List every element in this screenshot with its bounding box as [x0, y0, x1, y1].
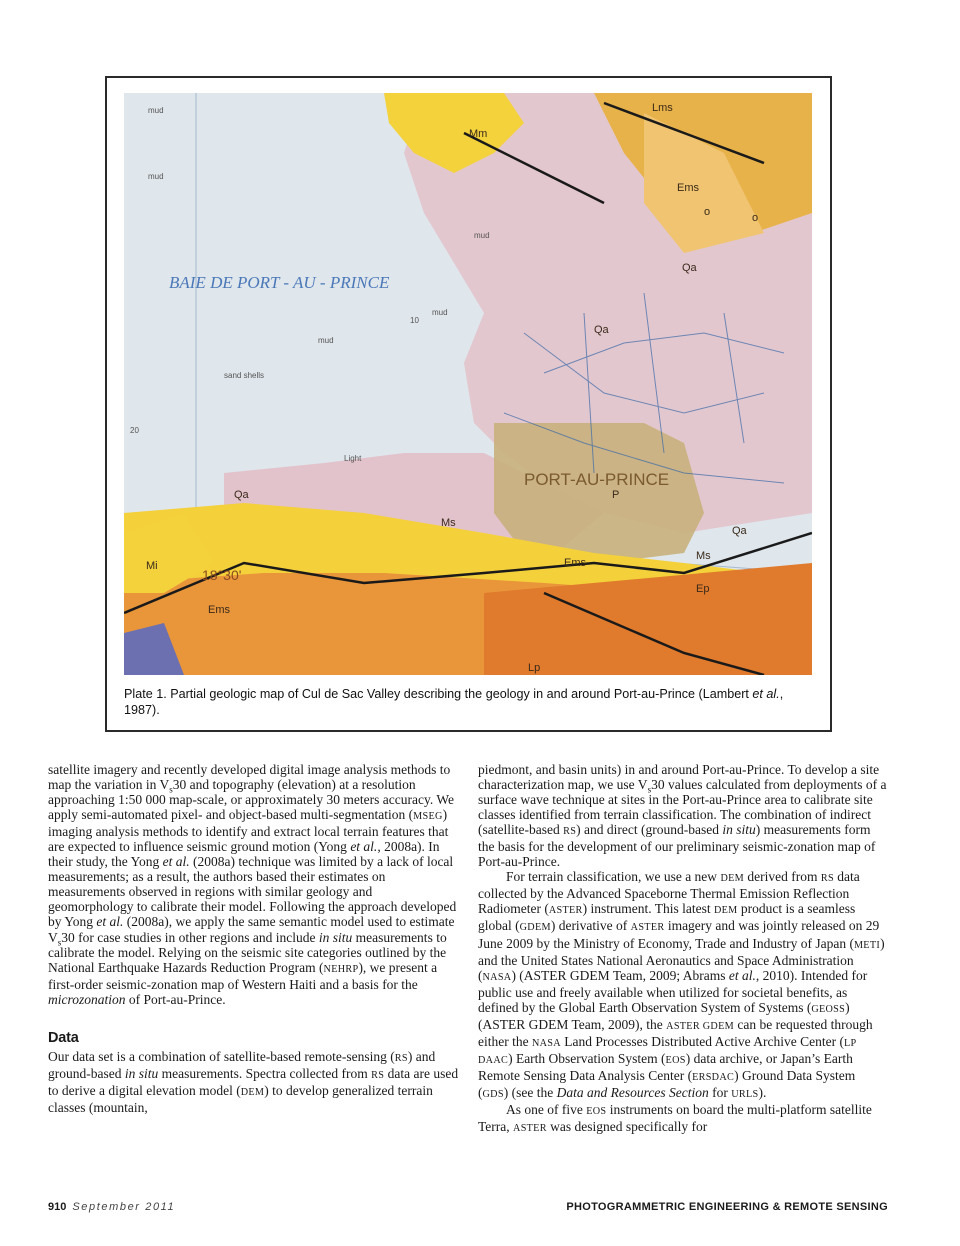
map-unit-label: Qa [682, 262, 697, 274]
map-unit-label: Ems [208, 604, 230, 616]
caption-text: , 1987). [124, 687, 784, 717]
left-column [48, 762, 461, 1115]
map-unit-label: Ems [677, 182, 699, 194]
map-misc-label: 20 [130, 426, 139, 435]
map-unit-label: o [704, 206, 711, 218]
map-label-bay: BAIE DE PORT - AU - PRINCE [169, 273, 390, 292]
right-column [478, 762, 888, 1136]
map-misc-label: mud [148, 172, 164, 181]
map-unit-label: Ms [441, 517, 456, 529]
caption-italic: et al. [752, 687, 780, 701]
map-misc-label: mud [432, 308, 448, 317]
map-unit-label: Ms [696, 550, 711, 562]
map-unit-label: Lms [652, 102, 673, 114]
map-misc-label: Light [344, 454, 362, 463]
map-unit-label: Mi [146, 560, 158, 572]
map-unit-label: Ems [564, 557, 586, 569]
journal-name: PHOTOGRAMMETRIC ENGINEERING & REMOTE SENSING [566, 1201, 888, 1213]
paragraph: piedmont, and basin units) in and around Port-au-Prince. To develop a site characterization map, we use $V_s30$ values calculated from deployments of a surface wave technique at sites in the Port-au-Prince area to calibrate site classes identified from terrain classification. The combination of indirect (satellite-based RS) and direct (ground-based in situ) measurements form the basis for the development of our preliminary seismic-zonation map of Port-au-Prince. [478, 762, 887, 870]
map-misc-label: mud [474, 231, 490, 240]
page-number: 910 [48, 1201, 67, 1213]
map-unit-label: Qa [594, 324, 609, 336]
caption-text: Plate 1. Partial geologic map of Cul de Sac Valley describing the geology in and around Port-au-Prince (Lambert [124, 687, 753, 701]
paragraph: satellite imagery and recently developed digital image analysis methods to map the variation in $V_s30$ and topography (elevation) at a resolution approaching 1:50 000 map-scale, or approximately 30 meters accuracy. We apply semi-automated pixel- and object-based multi-segmentation (MSEG) imaging analysis methods to identify and extract local terrain features that are expected to influence seismic ground motion (Yong et al., 2008a). In their study, the Yong et al. (2008a) technique was limited by a lack of local measurements; as a result, the authors based their estimates on measurements observed in regions with similar geology and geomorphology to calibrate their model. Following the approach developed by Yong et al. (2008a), we apply the same semantic model used to estimate $V_s30$ for case studies in other regions and include in situ measurements to calibrate the model. Relying on the seismic site categories outlined by the National Earthquake Hazards Reduction Program (NEHRP), we present a first-order seismic-zonation map of Western Haiti and a basis for the microzonation of Port-au-Prince. [48, 762, 457, 1007]
map-unit-label: Mm [469, 128, 488, 140]
paragraph: Our data set is a combination of satellite-based remote-sensing (RS) and ground-based in situ measurements. Spectra collected from RS data are used to derive a digital elevation model (DEM) to develop generalized terrain classes (mountain, [48, 1048, 459, 1115]
geologic-map [124, 93, 812, 675]
map-misc-label: mud [318, 336, 334, 345]
map-misc-label: 10 [410, 316, 419, 325]
map-unit-label: o [752, 212, 759, 224]
paragraph: For terrain classification, we use a new DEM derived from RS data collected by the Advanced Spaceborne Thermal Emission Reflection Radiometer (ASTER) instrument. This latest DEM product is a seamless global (GDEM) derivative of ASTER imagery and was jointly released on 29 June 2009 by the Ministry of Economy, Trade and Industry of Japan (METI) and the United States National Aeronautics and Space Administration (NASA) (ASTER GDEM Team, 2009; Abrams et al., 2010). Intended for public use and freely available when utilized for societal benefits, as defined by the Global Earth Observation System of Systems (GEOSS) (ASTER GDEM Team, 2009), the ASTER GDEM can be requested through either the NASA Land Processes Distributed Active Archive Center (LP DAAC) Earth Observation System (EOS) data archive, or Japan’s Earth Remote Sensing Data Analysis Center (ERSDAC) Ground Data System (GDS) (see the Data and Resources Section for URLS). [478, 869, 885, 1100]
map-misc-label: mud [148, 106, 164, 115]
map-misc-label: 18°30' [202, 567, 242, 583]
figure-caption [124, 686, 804, 718]
map-unit-label: Lp [528, 662, 541, 674]
map-unit-label: Ep [696, 583, 710, 595]
map-misc-label: sand shells [224, 371, 265, 380]
map-label-city: PORT-AU-PRINCE [524, 470, 670, 489]
page-footer-left [48, 1201, 175, 1213]
map-unit-label: Qa [234, 489, 249, 501]
issue-date: September 2011 [72, 1201, 176, 1213]
map-unit-label: Qa [732, 525, 747, 537]
paragraph: As one of five EOS instruments on board the multi-platform satellite Terra, ASTER was designed specifically for [478, 1101, 872, 1135]
map-unit-label: P [612, 489, 620, 501]
section-heading-data: Data [48, 1029, 79, 1046]
